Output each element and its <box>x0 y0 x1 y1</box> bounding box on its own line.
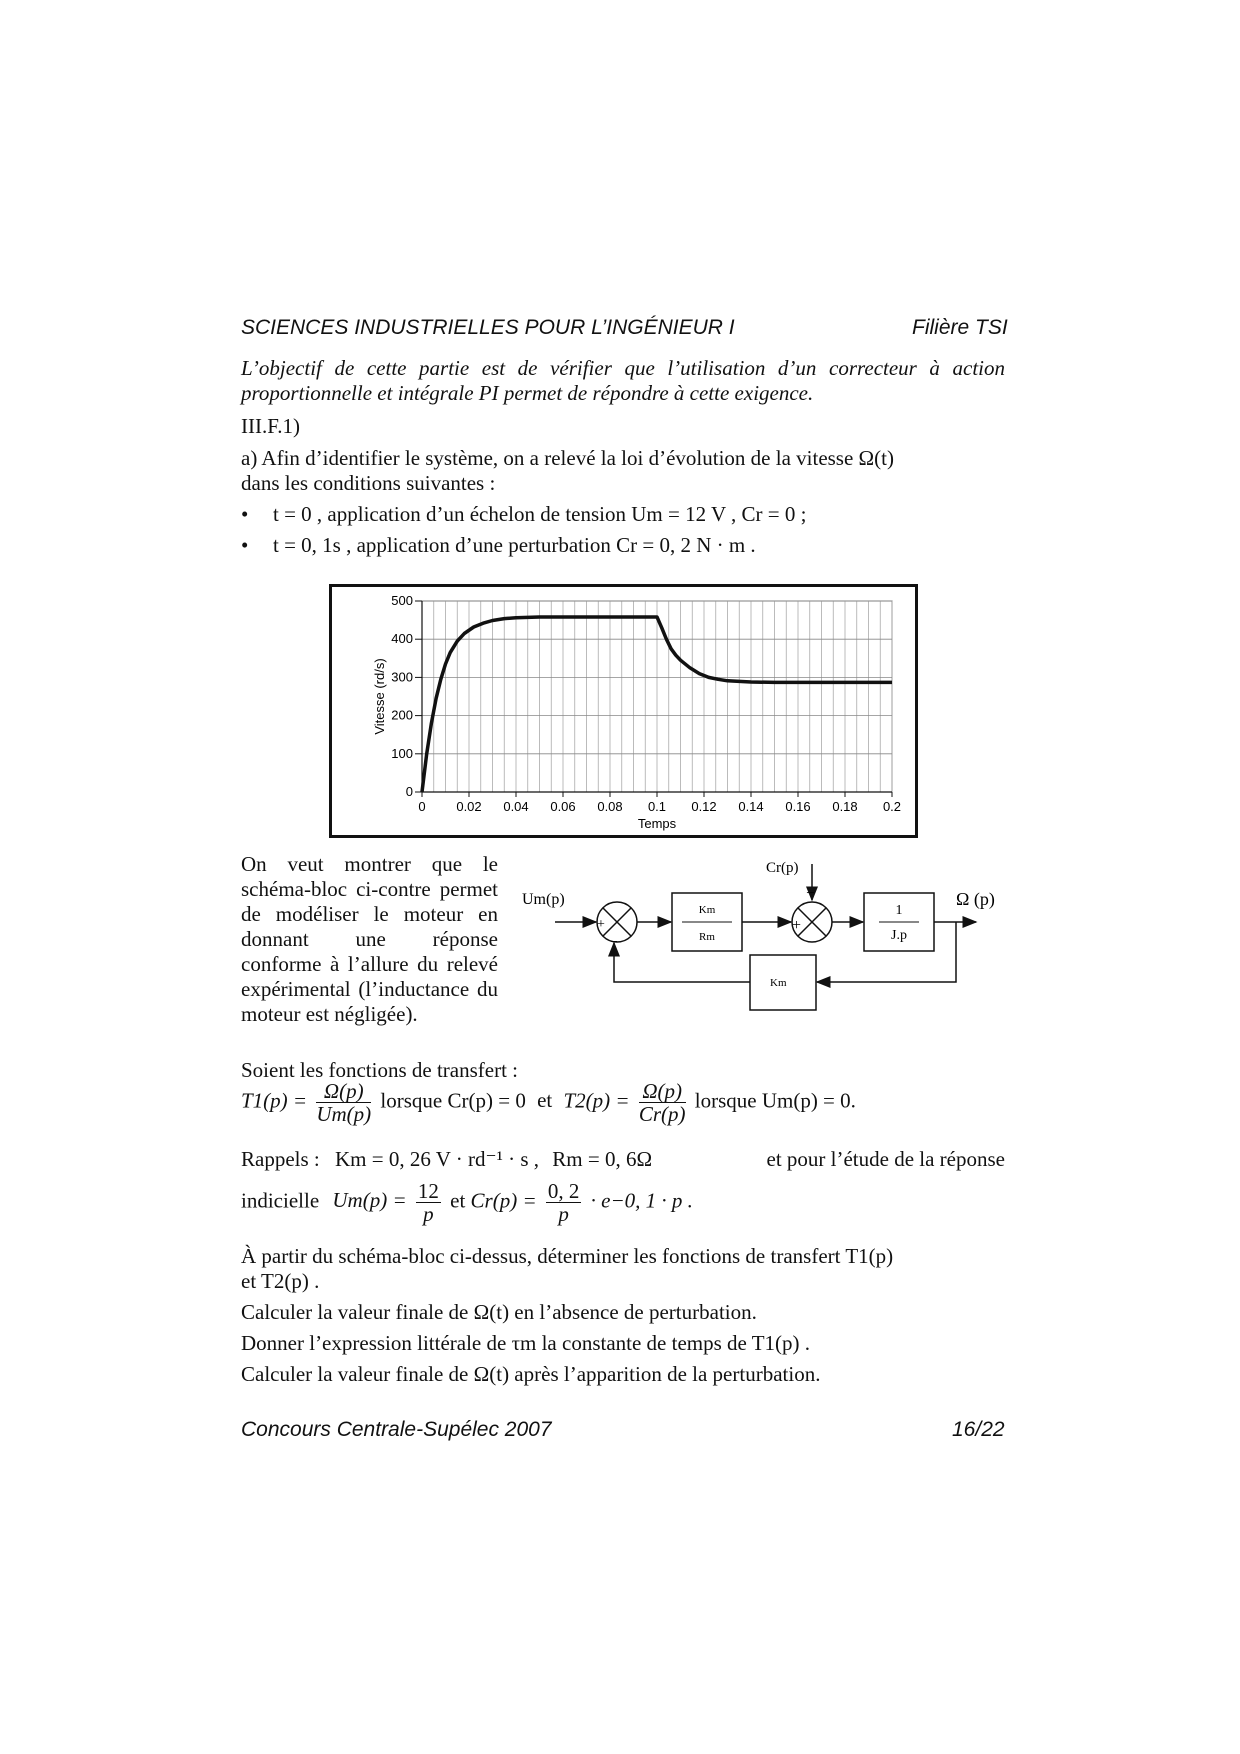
y-tick-label: 500 <box>391 593 413 608</box>
y-tick-label: 300 <box>391 669 413 685</box>
x-tick-label: 0.06 <box>550 799 576 814</box>
section-label: III.F.1) <box>241 414 300 438</box>
question-1b: et T2(p) . <box>241 1269 320 1293</box>
sum2-minus: − <box>806 885 816 902</box>
x-tick-label: 0.2 <box>882 799 902 814</box>
x-axis-title: Temps <box>637 816 677 831</box>
t1-lhs: T1(p) = <box>241 1088 308 1113</box>
t1-fraction: $\frac{\Omega(p)}{Um(p)}$ <box>316 1079 372 1126</box>
block2-numerator: 1 <box>895 903 903 918</box>
header-filiere: Filière TSI <box>912 316 1008 339</box>
y-tick-label: 100 <box>391 745 413 761</box>
sum2-plus: + <box>792 917 802 934</box>
t2-fraction: $\frac{\Omega(p)}{Cr(p)}$ <box>638 1079 686 1126</box>
block1-numerator: Km <box>698 904 716 916</box>
y-axis-title: Vitesse (rd/s) <box>372 658 387 735</box>
x-tick-label: 0.1 <box>647 799 667 814</box>
bullet-text-2: t = 0, 1s , application d’une perturbation Cr = 0, 2 N · m . <box>273 533 756 557</box>
rappels-line1: Rappels : Km = 0, 26 V · rd⁻¹ · s , Rm = 0, 6Ω et pour l’étude de la réponse <box>241 1147 1005 1171</box>
x-tick-label: 0.02 <box>456 799 482 814</box>
footer-page-number: 16/22 <box>952 1418 1005 1441</box>
feedback-line-in <box>817 922 956 982</box>
block-paragraph: On veut montrer que le schéma-bloc ci-contre permet de modéliser le moteur en donnant une réponse conforme à l’allure du relevé expérimental (l’inductance du moteur est négligée). <box>241 852 498 1026</box>
y-tick-label: 400 <box>391 631 413 647</box>
rappels-line2: indicielle Um(p) = $\frac{12}{p}$ et Cr(p) = $\frac{0, 2}{p}$ · e−0, 1 · p . <box>241 1179 693 1226</box>
um-fraction: $\frac{12}{p}$ <box>417 1179 439 1226</box>
bullet-text-1: t = 0 , application d’un échelon de tension Um = 12 V , Cr = 0 ; <box>273 502 807 526</box>
block1-denominator: Rm <box>699 931 715 943</box>
transfer-equations: T1(p) = $\frac{\Omega(p)}{Um(p)}$ lorsque Cr(p) = 0 et T2(p) = $\frac{\Omega(p)}{Cr(p)}$ lorsque Um(p) = 0. <box>241 1079 856 1126</box>
block-diagram <box>510 850 1010 1020</box>
question-4: Calculer la valeur finale de Ω(t) après l’apparition de la perturbation. <box>241 1362 821 1386</box>
x-tick-label: 0.14 <box>738 799 764 814</box>
output-label: Ω (p) <box>956 889 995 909</box>
block2-denominator: J.p <box>891 928 907 943</box>
question-2: Calculer la valeur finale de Ω(t) en l’absence de perturbation. <box>241 1300 757 1324</box>
x-tick-label: 0.18 <box>832 799 858 814</box>
t2-condition: lorsque Um(p) = 0. <box>694 1088 856 1113</box>
x-tick-label: 0.04 <box>503 799 529 814</box>
chart-frame <box>329 584 918 838</box>
sum1-plus: + <box>597 917 605 932</box>
x-tick-label: 0.16 <box>785 799 811 814</box>
t2-lhs: T2(p) = <box>563 1088 630 1113</box>
part-a-line2: dans les conditions suivantes : <box>241 471 496 495</box>
x-tick-label: 0 <box>418 799 426 814</box>
bullet-item-2: • t = 0, 1s , application d’une perturbation Cr = 0, 2 N · m . <box>241 533 756 557</box>
part-a-line1: a) Afin d’identifier le système, on a relevé la loi d’évolution de la vitesse Ω(t) <box>241 446 894 470</box>
header-title: SCIENCES INDUSTRIELLES POUR L’INGÉNIEUR I <box>241 316 735 339</box>
sum1-minus: − <box>610 935 618 950</box>
cr-fraction: $\frac{0, 2}{p}$ <box>547 1179 580 1226</box>
transfer-intro: Soient les fonctions de transfert : <box>241 1058 519 1082</box>
input-label: Um(p) <box>522 891 565 908</box>
x-tick-label: 0.08 <box>597 799 623 814</box>
footer-contest: Concours Centrale-Supélec 2007 <box>241 1418 552 1441</box>
disturbance-label: Cr(p) <box>766 860 799 876</box>
x-tick-label: 0.12 <box>691 799 717 814</box>
feedback-label: Km <box>770 977 787 989</box>
speed-chart <box>332 587 915 835</box>
y-tick-label: 200 <box>391 707 413 723</box>
feedback-line-out <box>614 943 750 982</box>
question-1a: À partir du schéma-bloc ci-dessus, déterminer les fonctions de transfert T1(p) <box>241 1244 894 1268</box>
intro-paragraph: L’objectif de cette partie est de vérifier que l’utilisation d’un correcteur à action proportionnelle et intégrale PI permet de répondre à cette exigence. <box>241 356 1005 405</box>
bullet-item-1: • t = 0 , application d’un échelon de tension Um = 12 V , Cr = 0 ; <box>241 502 807 526</box>
y-tick-label: 0 <box>405 784 413 799</box>
question-3: Donner l’expression littérale de τm la constante de temps de T1(p) . <box>241 1331 811 1355</box>
t1-condition: lorsque Cr(p) = 0 <box>380 1088 526 1113</box>
